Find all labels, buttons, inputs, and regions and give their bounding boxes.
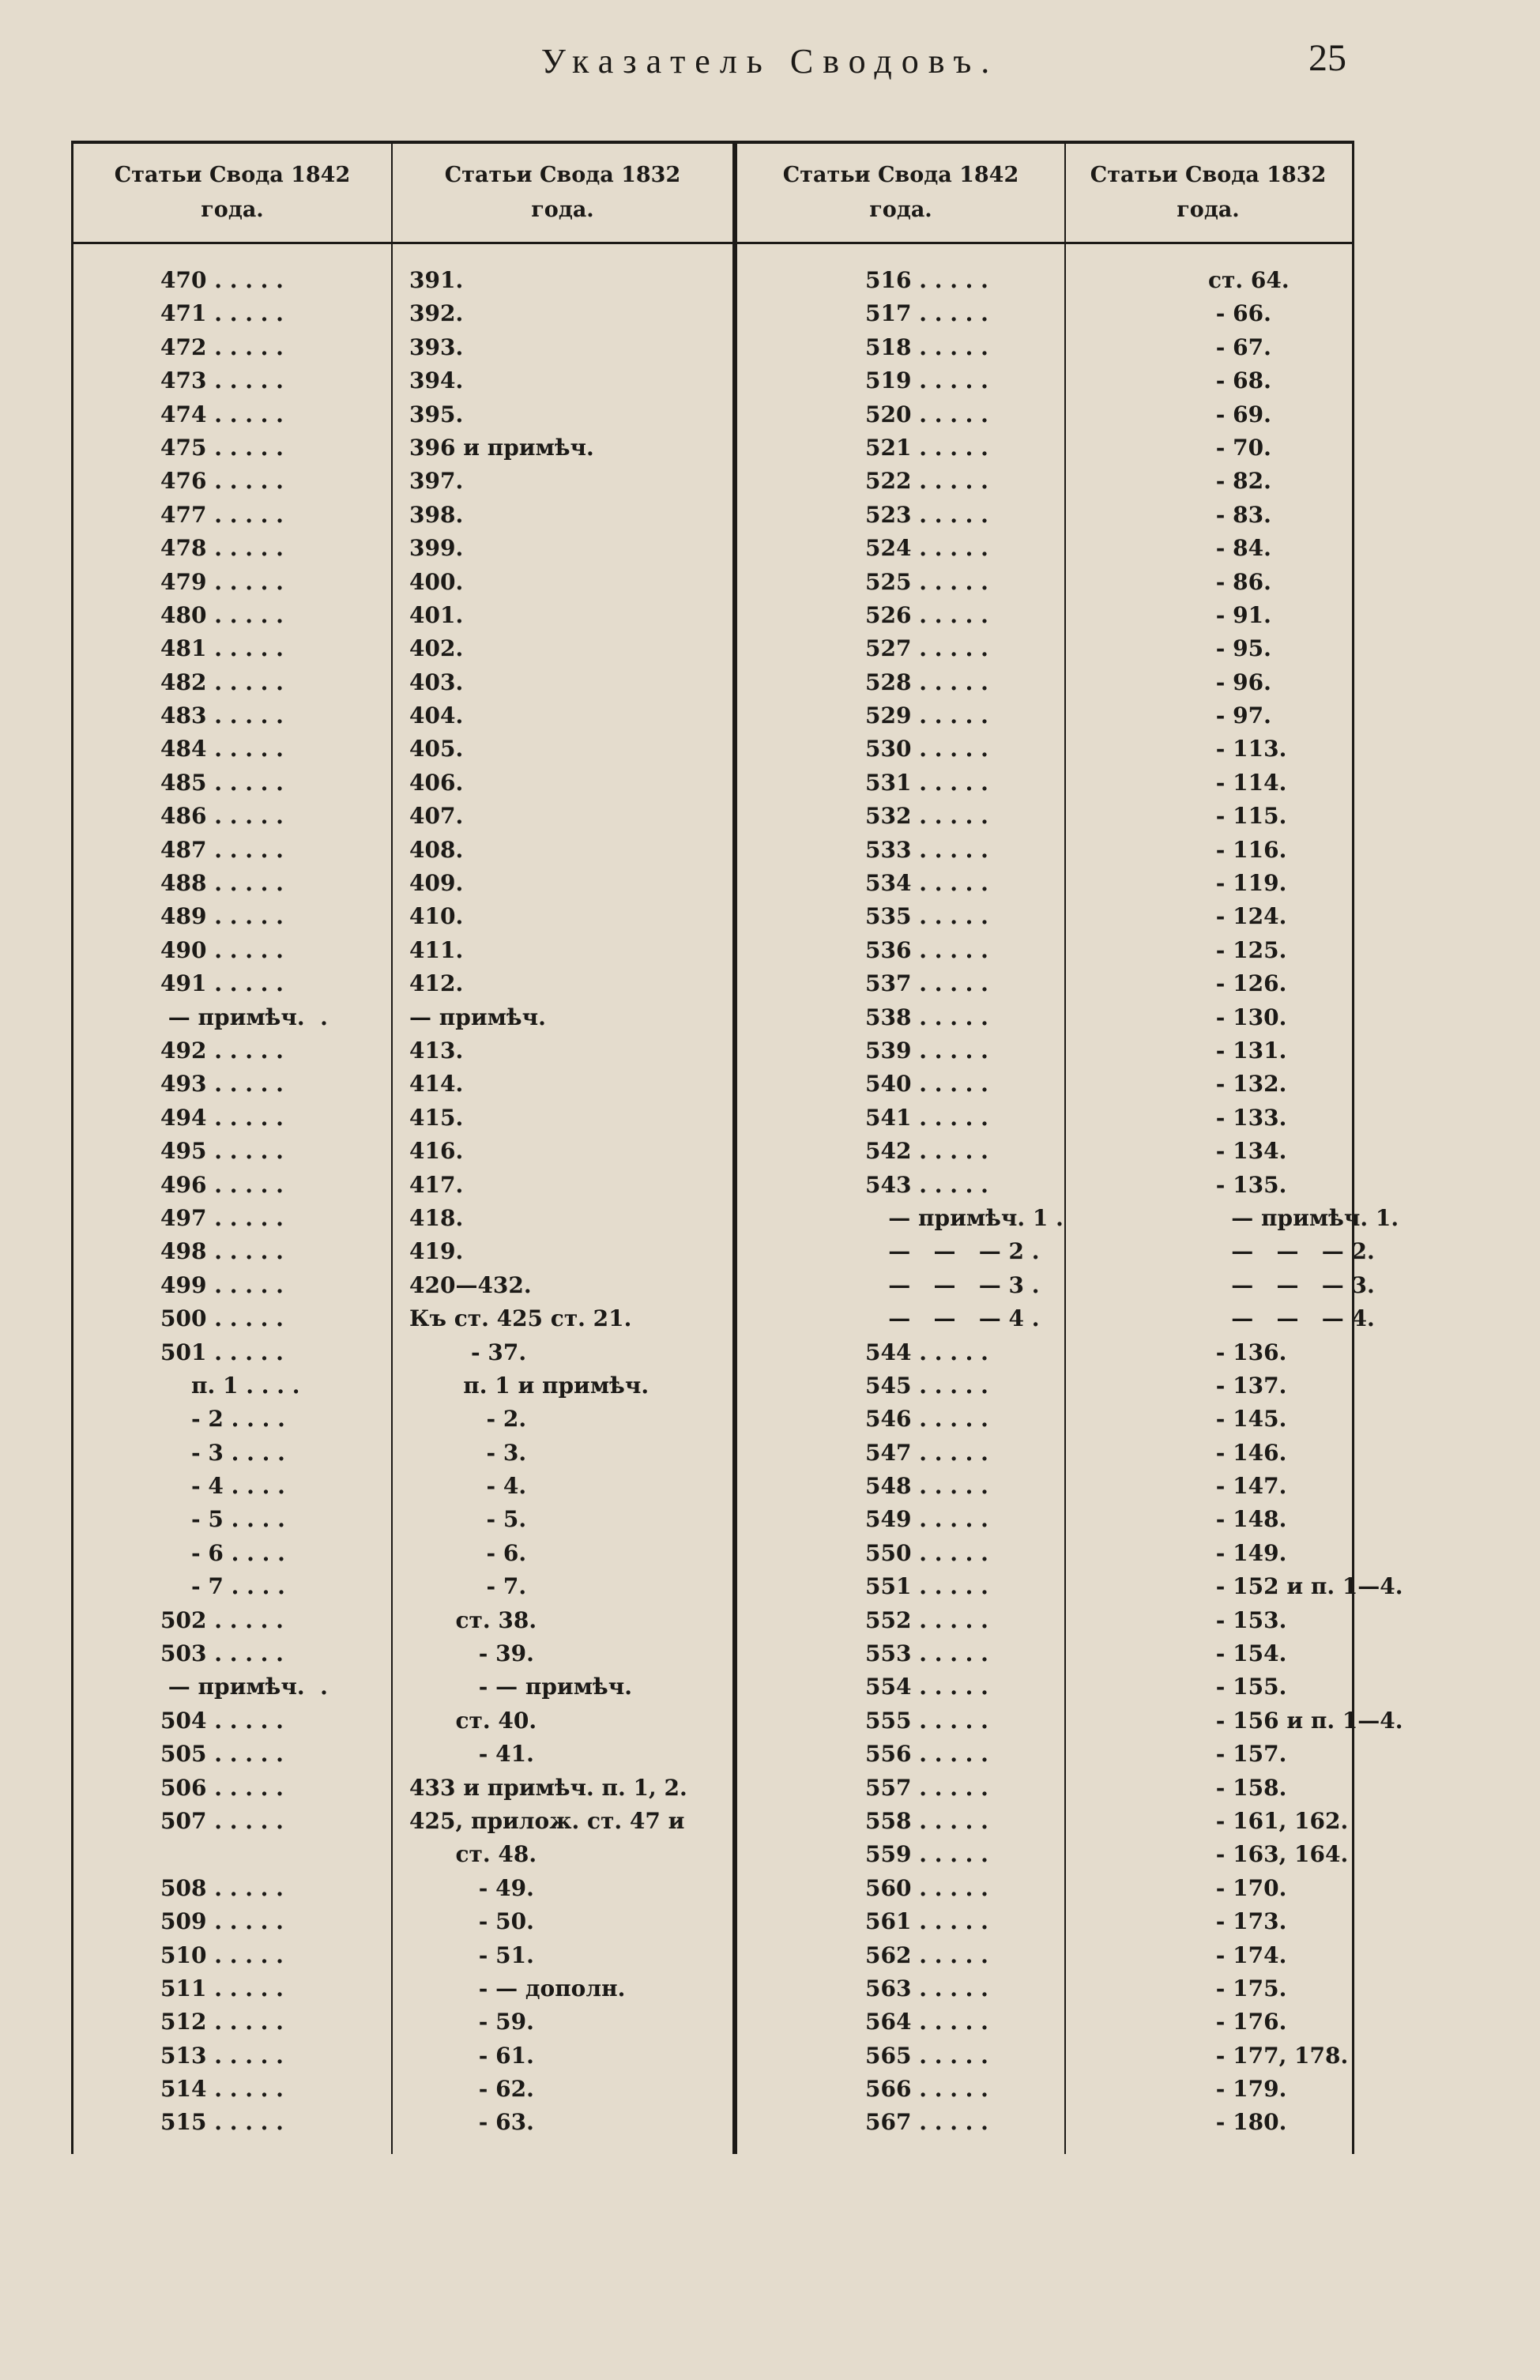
cell-1832-right: - 147.: [1208, 1473, 1287, 1500]
cell-1832-left: - 5.: [409, 1506, 527, 1533]
cell-1832-right: ст. 64.: [1208, 267, 1290, 293]
cell-1832-right: - 163, 164.: [1208, 1841, 1349, 1868]
cell-1832-left: 408.: [409, 836, 464, 863]
cell-1832-right: - 177, 178.: [1208, 2042, 1349, 2069]
cell-1832-right: - 136.: [1208, 1339, 1287, 1365]
cell-1842-right: 517 . . . . .: [865, 300, 988, 327]
table-row: [73, 331, 1352, 364]
cell-1842-left: - 6 . . . .: [160, 1539, 285, 1566]
cell-1832-right: - 70.: [1208, 434, 1271, 461]
cell-1842-right: 547 . . . . .: [865, 1439, 988, 1466]
cell-1842-left: 475 . . . . .: [160, 434, 284, 461]
table-row: [73, 499, 1352, 532]
cell-1842-left: 503 . . . . .: [160, 1640, 284, 1667]
cell-1832-right: - 116.: [1208, 836, 1287, 863]
cell-1832-right: - 154.: [1208, 1640, 1287, 1667]
concordance-table: [71, 141, 1403, 2154]
cell-1842-right: 518 . . . . .: [865, 333, 988, 360]
cell-1842-right: 544 . . . . .: [865, 1339, 988, 1365]
cell-1842-left: 512 . . . . .: [160, 2009, 284, 2035]
cell-1842-left: 491 . . . . .: [160, 970, 284, 997]
table-row: [73, 1302, 1375, 1335]
table-row: [73, 1202, 1399, 1235]
cell-1842-right: 566 . . . . .: [865, 2076, 988, 2103]
table-row: [73, 1403, 1352, 1436]
cell-1832-left: 412.: [409, 970, 464, 997]
column-header-line1: Статьи Свода 1832: [444, 163, 681, 187]
cell-1842-left: 477 . . . . .: [160, 501, 284, 528]
cell-1832-right: - 125.: [1208, 936, 1287, 963]
table-row: [73, 1972, 1352, 2005]
table-row: [73, 1872, 1352, 1905]
cell-1842-right: 539 . . . . .: [865, 1037, 988, 1064]
column-header-1832-left: [393, 144, 732, 242]
cell-1832-right: - 174.: [1208, 1941, 1287, 1968]
cell-1832-left: 396 и примѣч.: [409, 434, 594, 461]
column-header-1842-right: [737, 144, 1064, 242]
cell-1842-right: 564 . . . . .: [865, 2009, 988, 2035]
cell-1842-left: 492 . . . . .: [160, 1037, 284, 1064]
cell-1842-right: 550 . . . . .: [865, 1539, 988, 1566]
cell-1842-right: 524 . . . . .: [865, 535, 988, 562]
cell-1832-left: - 37.: [409, 1339, 527, 1365]
cell-1832-left: 398.: [409, 501, 464, 528]
cell-1832-right: - 84.: [1208, 535, 1271, 562]
cell-1842-right: 540 . . . . .: [865, 1071, 988, 1098]
table-row: [73, 1470, 1352, 1503]
table-row: [73, 1670, 1352, 1704]
cell-1842-left: 473 . . . . .: [160, 367, 284, 394]
cell-1832-left: - 59.: [409, 2009, 534, 2035]
cell-1832-left: 417.: [409, 1171, 464, 1198]
cell-1842-right: 556 . . . . .: [865, 1741, 988, 1768]
cell-1842-right: — примѣч. 1 .: [865, 1204, 1064, 1231]
cell-1832-right: - 124.: [1208, 903, 1287, 930]
table-row: [73, 532, 1352, 565]
table-row: [73, 1838, 1352, 1871]
cell-1832-right: - 173.: [1208, 1908, 1287, 1935]
cell-1832-left: - 39.: [409, 1640, 534, 1667]
cell-1842-right: 527 . . . . .: [865, 635, 988, 662]
table-row: [73, 1269, 1375, 1302]
cell-1832-left: - 6.: [409, 1539, 527, 1566]
table-row: [73, 967, 1352, 1000]
table-row: [73, 1034, 1352, 1068]
cell-1832-right: - 133.: [1208, 1104, 1287, 1131]
cell-1842-right: 522 . . . . .: [865, 468, 988, 495]
cell-1832-left: 413.: [409, 1037, 464, 1064]
table-row: [73, 1772, 1352, 1805]
table-row: [73, 264, 1352, 297]
cell-1832-right: - 115.: [1208, 803, 1287, 830]
cell-1842-right: 562 . . . . .: [865, 1941, 988, 1968]
table-row: [73, 1369, 1352, 1403]
cell-1832-left: 415.: [409, 1104, 464, 1131]
cell-1832-right: - 134.: [1208, 1138, 1287, 1165]
cell-1842-left: 513 . . . . .: [160, 2042, 284, 2069]
cell-1842-right: 523 . . . . .: [865, 501, 988, 528]
table-row: [73, 666, 1352, 699]
column-header-line1: Статьи Свода 1832: [1090, 163, 1327, 187]
cell-1832-right: - 126.: [1208, 970, 1287, 997]
cell-1832-left: 411.: [409, 936, 464, 963]
cell-1842-left: 483 . . . . .: [160, 702, 284, 729]
cell-1832-right: - 135.: [1208, 1171, 1287, 1198]
cell-1842-left: 501 . . . . .: [160, 1339, 284, 1365]
cell-1842-right: 525 . . . . .: [865, 568, 988, 595]
cell-1832-left: 401.: [409, 601, 464, 628]
cell-1832-left: Къ ст. 425 ст. 21.: [409, 1305, 632, 1332]
table-row: [73, 1805, 1352, 1838]
table-row: [73, 1604, 1352, 1637]
cell-1832-left: - 49.: [409, 1874, 534, 1901]
table-row: [73, 1939, 1352, 1972]
cell-1832-left: 425, прилож. ст. 47 и: [409, 1807, 685, 1834]
table-row: [73, 1704, 1403, 1738]
cell-1842-right: 565 . . . . .: [865, 2042, 988, 2069]
cell-1842-right: 537 . . . . .: [865, 970, 988, 997]
cell-1842-right: 553 . . . . .: [865, 1640, 988, 1667]
column-header-1832-right: [1066, 144, 1350, 242]
cell-1832-right: - 97.: [1208, 702, 1271, 729]
table-row: [73, 2039, 1352, 2073]
cell-1832-left: 418.: [409, 1204, 464, 1231]
table-row: [73, 900, 1352, 933]
cell-1842-left: 489 . . . . .: [160, 903, 284, 930]
cell-1842-left: 494 . . . . .: [160, 1104, 284, 1131]
cell-1832-right: - 91.: [1208, 601, 1271, 628]
cell-1832-left: 397.: [409, 468, 464, 495]
cell-1832-left: - — дополн.: [409, 1975, 626, 2002]
cell-1832-left: - 51.: [409, 1941, 534, 1968]
cell-1832-left: - 7.: [409, 1573, 527, 1600]
cell-1842-left: 480 . . . . .: [160, 601, 284, 628]
cell-1842-right: 555 . . . . .: [865, 1707, 988, 1734]
table-row: [73, 1169, 1352, 1202]
table-row: [73, 732, 1352, 766]
cell-1832-right: - 95.: [1208, 635, 1271, 662]
cell-1842-left: 472 . . . . .: [160, 333, 284, 360]
cell-1832-right: - 66.: [1208, 300, 1271, 327]
cell-1832-left: 391.: [409, 267, 464, 293]
cell-1842-left: 504 . . . . .: [160, 1707, 284, 1734]
cell-1842-left: - 4 . . . .: [160, 1473, 285, 1500]
table-row: [73, 364, 1352, 397]
cell-1832-right: - 161, 162.: [1208, 1807, 1349, 1834]
cell-1842-right: 535 . . . . .: [865, 903, 988, 930]
cell-1832-right: - 96.: [1208, 668, 1271, 695]
cell-1842-left: 497 . . . . .: [160, 1204, 284, 1231]
cell-1832-right: - 146.: [1208, 1439, 1287, 1466]
cell-1842-left: 511 . . . . .: [160, 1975, 284, 2002]
cell-1842-left: — примѣч. .: [160, 1674, 328, 1700]
cell-1832-right: - 69.: [1208, 401, 1271, 427]
table-row: [73, 2073, 1352, 2106]
cell-1842-left: 507 . . . . .: [160, 1807, 284, 1834]
cell-1842-left: 505 . . . . .: [160, 1741, 284, 1768]
cell-1832-left: 400.: [409, 568, 464, 595]
cell-1832-left: - 41.: [409, 1741, 534, 1768]
cell-1842-left: 478 . . . . .: [160, 535, 284, 562]
cell-1832-left: - 2.: [409, 1406, 527, 1433]
cell-1832-left: - 63.: [409, 2109, 534, 2136]
cell-1842-left: 508 . . . . .: [160, 1874, 284, 1901]
cell-1842-right: 516 . . . . .: [865, 267, 988, 293]
cell-1832-right: - 145.: [1208, 1406, 1287, 1433]
cell-1842-left: 495 . . . . .: [160, 1138, 284, 1165]
cell-1842-right: 546 . . . . .: [865, 1406, 988, 1433]
cell-1842-left: 486 . . . . .: [160, 803, 284, 830]
cell-1842-right: 557 . . . . .: [865, 1774, 988, 1801]
cell-1832-left: 399.: [409, 535, 464, 562]
table-header: [73, 144, 1352, 244]
cell-1842-left: 476 . . . . .: [160, 468, 284, 495]
cell-1832-left: ст. 38.: [409, 1606, 537, 1633]
cell-1832-left: 402.: [409, 635, 464, 662]
cell-1842-right: 528 . . . . .: [865, 668, 988, 695]
table-row: [73, 1135, 1352, 1168]
cell-1842-right: 520 . . . . .: [865, 401, 988, 427]
table-row: [73, 1068, 1352, 1101]
cell-1832-left: ст. 40.: [409, 1707, 537, 1734]
cell-1832-right: - 155.: [1208, 1674, 1287, 1700]
cell-1832-right: - 137.: [1208, 1372, 1287, 1399]
cell-1842-right: 548 . . . . .: [865, 1473, 988, 1500]
cell-1842-right: 521 . . . . .: [865, 434, 988, 461]
cell-1832-right: - 82.: [1208, 468, 1271, 495]
table-body: [73, 264, 1403, 2140]
cell-1842-right: — — — 4 .: [865, 1305, 1040, 1332]
table-row: [73, 1537, 1352, 1570]
cell-1832-left: 393.: [409, 333, 464, 360]
cell-1832-right: - 119.: [1208, 870, 1287, 897]
cell-1842-right: 541 . . . . .: [865, 1104, 988, 1131]
cell-1842-left: 485 . . . . .: [160, 769, 284, 796]
cell-1842-left: 500 . . . . .: [160, 1305, 284, 1332]
cell-1842-left: 509 . . . . .: [160, 1908, 284, 1935]
cell-1842-left: 471 . . . . .: [160, 300, 284, 327]
column-header-line2: года.: [869, 198, 932, 222]
table-row: [73, 1437, 1352, 1470]
cell-1842-right: 551 . . . . .: [865, 1573, 988, 1600]
column-header-1842-left: [73, 144, 391, 242]
cell-1832-left: 392.: [409, 300, 464, 327]
cell-1832-right: - 148.: [1208, 1506, 1287, 1533]
cell-1832-right: — — — 3.: [1208, 1271, 1375, 1298]
table-row: [73, 1738, 1352, 1771]
cell-1832-right: - 132.: [1208, 1071, 1287, 1098]
cell-1832-right: - 180.: [1208, 2109, 1287, 2136]
cell-1842-right: 554 . . . . .: [865, 1674, 988, 1700]
cell-1842-left: 470 . . . . .: [160, 267, 284, 293]
cell-1832-right: — примѣч. 1.: [1208, 1204, 1399, 1231]
cell-1832-right: — — — 2.: [1208, 1238, 1375, 1265]
cell-1832-left: 410.: [409, 903, 464, 930]
cell-1842-right: 536 . . . . .: [865, 936, 988, 963]
cell-1832-left: - — примѣч.: [409, 1674, 632, 1700]
cell-1842-right: 534 . . . . .: [865, 870, 988, 897]
cell-1842-left: 510 . . . . .: [160, 1941, 284, 1968]
cell-1842-right: 559 . . . . .: [865, 1841, 988, 1868]
table-row: [73, 465, 1352, 498]
cell-1842-right: 561 . . . . .: [865, 1908, 988, 1935]
cell-1832-left: - 61.: [409, 2042, 534, 2069]
cell-1842-left: 514 . . . . .: [160, 2076, 284, 2103]
cell-1842-right: 567 . . . . .: [865, 2109, 988, 2136]
page-number: 25: [1308, 37, 1346, 79]
table-row: [73, 1336, 1352, 1369]
column-header-line2: года.: [1177, 198, 1240, 222]
cell-1842-right: 532 . . . . .: [865, 803, 988, 830]
column-header-line2: года.: [531, 198, 594, 222]
cell-1842-right: — — — 3 .: [865, 1271, 1040, 1298]
cell-1842-left: 493 . . . . .: [160, 1071, 284, 1098]
cell-1832-right: - 113.: [1208, 736, 1287, 763]
cell-1832-right: - 114.: [1208, 769, 1287, 796]
cell-1832-left: 395.: [409, 401, 464, 427]
cell-1832-left: 404.: [409, 702, 464, 729]
cell-1842-right: 558 . . . . .: [865, 1807, 988, 1834]
table-row: [73, 766, 1352, 800]
cell-1832-right: - 83.: [1208, 501, 1271, 528]
cell-1842-left: п. 1 . . . .: [160, 1372, 300, 1399]
cell-1832-left: - 4.: [409, 1473, 527, 1500]
cell-1842-right: 549 . . . . .: [865, 1506, 988, 1533]
cell-1832-left: 394.: [409, 367, 464, 394]
cell-1832-left: 420—432.: [409, 1271, 532, 1298]
cell-1842-right: 519 . . . . .: [865, 367, 988, 394]
cell-1842-left: - 2 . . . .: [160, 1406, 285, 1433]
cell-1832-left: 409.: [409, 870, 464, 897]
cell-1842-left: 490 . . . . .: [160, 936, 284, 963]
cell-1842-right: 563 . . . . .: [865, 1975, 988, 2002]
table-row: [73, 934, 1352, 967]
cell-1842-left: 498 . . . . .: [160, 1238, 284, 1265]
column-header-line2: года.: [201, 198, 264, 222]
cell-1832-right: - 152 и п. 1—4.: [1208, 1573, 1403, 1600]
cell-1842-right: 538 . . . . .: [865, 1004, 988, 1030]
table-row: [73, 1570, 1403, 1603]
cell-1832-right: - 158.: [1208, 1774, 1287, 1801]
cell-1832-left: 405.: [409, 736, 464, 763]
cell-1832-right: - 67.: [1208, 333, 1271, 360]
table-row: [73, 867, 1352, 900]
cell-1832-left: ст. 48.: [409, 1841, 537, 1868]
page-title: Указатель Сводовъ.: [540, 42, 1000, 81]
cell-1842-left: - 5 . . . .: [160, 1506, 285, 1533]
cell-1842-left: - 3 . . . .: [160, 1439, 285, 1466]
cell-1832-right: — — — 4.: [1208, 1305, 1375, 1332]
cell-1842-left: 502 . . . . .: [160, 1606, 284, 1633]
cell-1832-left: п. 1 и примѣч.: [409, 1372, 650, 1399]
cell-1842-right: 533 . . . . .: [865, 836, 988, 863]
cell-1832-right: - 175.: [1208, 1975, 1287, 2002]
cell-1832-left: - 3.: [409, 1439, 527, 1466]
cell-1832-left: - 50.: [409, 1908, 534, 1935]
cell-1832-right: - 149.: [1208, 1539, 1287, 1566]
cell-1842-right: 529 . . . . .: [865, 702, 988, 729]
cell-1842-right: 526 . . . . .: [865, 601, 988, 628]
cell-1842-left: 499 . . . . .: [160, 1271, 284, 1298]
cell-1832-left: 433 и примѣч. п. 1, 2.: [409, 1774, 687, 1801]
cell-1842-left: 484 . . . . .: [160, 736, 284, 763]
table-row: [73, 566, 1352, 599]
cell-1832-right: - 179.: [1208, 2076, 1287, 2103]
cell-1842-left: 479 . . . . .: [160, 568, 284, 595]
cell-1842-right: 552 . . . . .: [865, 1606, 988, 1633]
cell-1832-right: - 86.: [1208, 568, 1271, 595]
cell-1842-right: — — — 2 .: [865, 1238, 1040, 1265]
table-row: [73, 1905, 1352, 1938]
table-row: [73, 1637, 1352, 1670]
cell-1842-right: 543 . . . . .: [865, 1171, 988, 1198]
table-row: [73, 1235, 1375, 1268]
table-row: [73, 632, 1352, 665]
cell-1842-left: — примѣч. .: [160, 1004, 328, 1030]
table-row: [73, 2005, 1352, 2039]
cell-1842-left: 496 . . . . .: [160, 1171, 284, 1198]
cell-1832-right: - 157.: [1208, 1741, 1287, 1768]
cell-1842-left: 482 . . . . .: [160, 668, 284, 695]
table-row: [73, 297, 1352, 330]
table-row: [73, 800, 1352, 833]
cell-1842-left: - 7 . . . .: [160, 1573, 285, 1600]
cell-1842-left: 481 . . . . .: [160, 635, 284, 662]
cell-1832-right: - 153.: [1208, 1606, 1287, 1633]
table-row: [73, 431, 1352, 465]
cell-1832-left: 419.: [409, 1238, 464, 1265]
cell-1832-left: 406.: [409, 769, 464, 796]
cell-1832-left: — примѣч.: [409, 1004, 546, 1030]
cell-1842-right: 542 . . . . .: [865, 1138, 988, 1165]
cell-1832-left: 403.: [409, 668, 464, 695]
cell-1832-right: - 176.: [1208, 2009, 1287, 2035]
cell-1842-left: 506 . . . . .: [160, 1774, 284, 1801]
cell-1832-left: 416.: [409, 1138, 464, 1165]
cell-1832-left: - 62.: [409, 2076, 534, 2103]
column-header-line1: Статьи Свода 1842: [782, 163, 1019, 187]
cell-1842-left: 488 . . . . .: [160, 870, 284, 897]
table-row: [73, 599, 1352, 632]
cell-1832-right: - 156 и п. 1—4.: [1208, 1707, 1403, 1734]
cell-1842-left: 474 . . . . .: [160, 401, 284, 427]
cell-1832-right: - 130.: [1208, 1004, 1287, 1030]
table-row: [73, 834, 1352, 867]
column-header-line1: Статьи Свода 1842: [114, 163, 351, 187]
cell-1832-left: 414.: [409, 1071, 464, 1098]
cell-1842-left: 515 . . . . .: [160, 2109, 284, 2136]
table-row: [73, 1102, 1352, 1135]
cell-1842-right: 560 . . . . .: [865, 1874, 988, 1901]
cell-1832-right: - 131.: [1208, 1037, 1287, 1064]
cell-1842-right: 545 . . . . .: [865, 1372, 988, 1399]
cell-1832-right: - 68.: [1208, 367, 1271, 394]
cell-1842-right: 530 . . . . .: [865, 736, 988, 763]
table-row: [73, 1503, 1352, 1536]
cell-1842-left: 487 . . . . .: [160, 836, 284, 863]
cell-1842-right: 531 . . . . .: [865, 769, 988, 796]
table-row: [73, 1001, 1352, 1034]
cell-1832-right: - 170.: [1208, 1874, 1287, 1901]
table-row: [73, 699, 1352, 732]
table-row: [73, 398, 1352, 431]
table-row: [73, 2106, 1352, 2139]
cell-1832-left: 407.: [409, 803, 464, 830]
